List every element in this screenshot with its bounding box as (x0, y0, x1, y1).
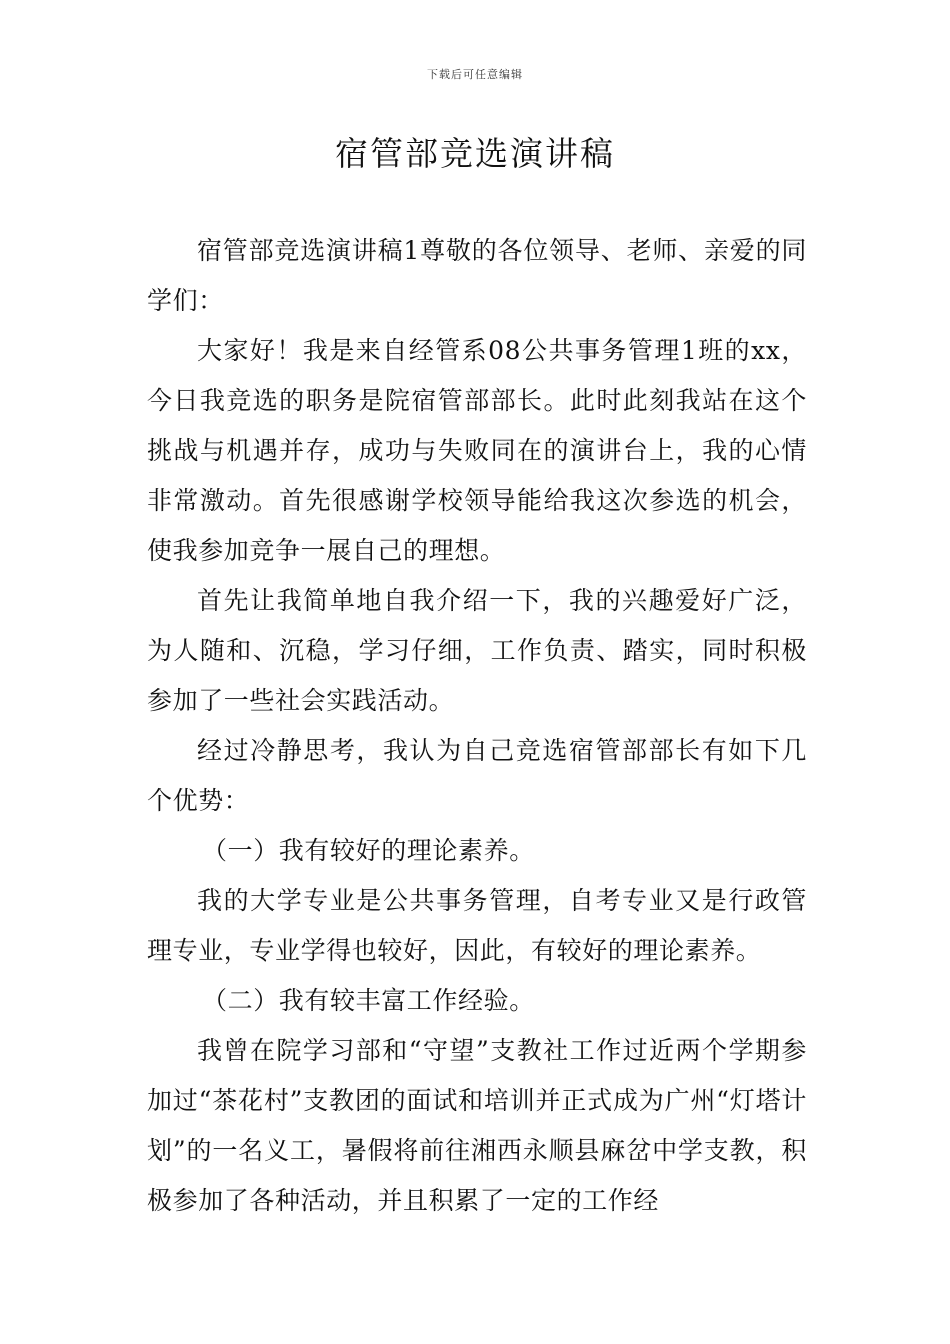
document-title: 宿管部竞选演讲稿 (335, 134, 615, 173)
paragraph-salutation: 宿管部竞选演讲稿1尊敬的各位领导、老师、亲爱的同学们： (147, 236, 807, 315)
header-note: 下载后可任意编辑 (427, 68, 523, 81)
subheading-experience: （二）我有较丰富工作经验。 (202, 986, 535, 1015)
paragraph-advantages-intro: 经过冷静思考，我认为自己竞选宿管部部长有如下几个优势： (147, 736, 807, 815)
document-body (147, 226, 807, 1226)
paragraph-self-introduction: 首先让我简单地自我介绍一下，我的兴趣爱好广泛，为人随和、沉稳，学习仔细，工作负责、踏实，同时积极参加了一些社会实践活动。 (147, 586, 807, 715)
paragraph-theory: 我的大学专业是公共事务管理，自考专业又是行政管理专业，专业学得也较好，因此，有较好的理论素养。 (147, 886, 807, 965)
subheading-theory: （一）我有较好的理论素养。 (202, 836, 535, 865)
paragraph-experience: 我曾在院学习部和“守望”支教社工作过近两个学期参加过“茶花村”支教团的面试和培训并正式成为广州“灯塔计划”的一名义工，暑假将前往湘西永顺县麻岔中学支教，积极参加了各种活动，并且积累了一定的工作经 (147, 1036, 807, 1215)
paragraph-greeting: 大家好！我是来自经管系08公共事务管理1班的xx，今日我竞选的职务是院宿管部部长。此时此刻我站在这个挑战与机遇并存，成功与失败同在的演讲台上，我的心情非常激动。首先很感谢学校领导能给我这次参选的机会，使我参加竞争一展自己的理想。 (147, 336, 807, 565)
